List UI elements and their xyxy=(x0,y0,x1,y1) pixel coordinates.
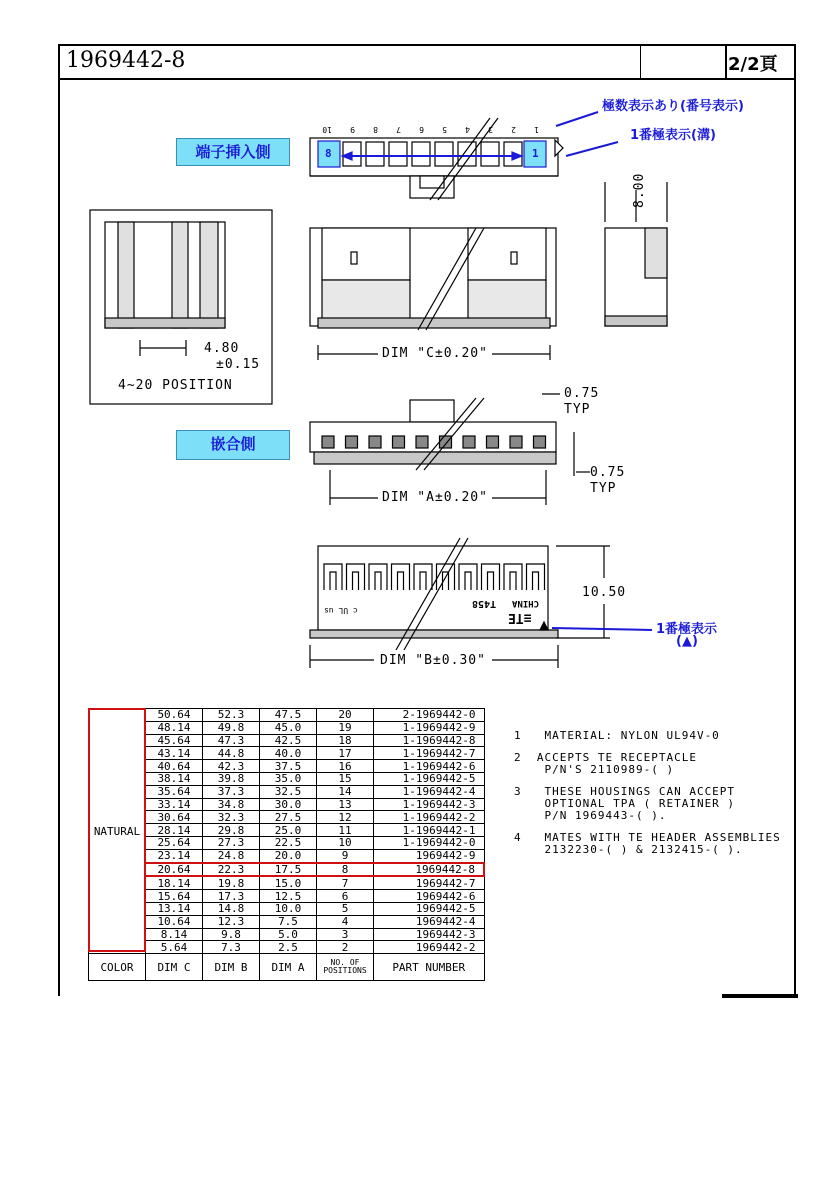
pole1-triangle-note: 1番極表示 xyxy=(656,622,718,637)
table-cell: 39.8 xyxy=(203,772,260,785)
table-cell: 1969442-5 xyxy=(374,902,485,915)
table-cell: 7.5 xyxy=(260,915,317,928)
page-number: 2/2頁 xyxy=(728,54,778,75)
table-cell: 29.8 xyxy=(203,824,260,837)
mating-view xyxy=(310,394,590,505)
pin-cavity xyxy=(366,142,384,166)
mating-contact xyxy=(487,436,499,448)
pin-cavity xyxy=(458,142,476,166)
table-cell: 27.3 xyxy=(203,836,260,849)
table-cell: 1-1969442-6 xyxy=(374,760,485,773)
table-cell: 35.64 xyxy=(146,785,203,798)
table-cell: 13 xyxy=(317,798,374,811)
table-cell: 2.5 xyxy=(260,941,317,954)
table-row xyxy=(89,721,485,734)
height-10-label: 10.50 xyxy=(582,585,627,600)
table-cell: 33.14 xyxy=(146,798,203,811)
table-row xyxy=(89,863,485,877)
table-cell: 9 xyxy=(317,849,374,862)
table-cell: 42.5 xyxy=(260,734,317,747)
table-row xyxy=(89,798,485,811)
table-cell: 45.64 xyxy=(146,734,203,747)
mating-contact xyxy=(440,436,452,448)
table-cell: 8 xyxy=(317,863,374,877)
top-view xyxy=(310,118,563,200)
table-cell: 10.0 xyxy=(260,902,317,915)
table-row xyxy=(89,760,485,773)
table-cell: 1-1969442-0 xyxy=(374,836,485,849)
table-cell: 20.64 xyxy=(146,863,203,877)
note-4: 4 MATES WITH TE HEADER ASSEMBLIES 2132230-( ) & 2132415-( ). xyxy=(514,831,781,856)
table-cell: 5.64 xyxy=(146,941,203,954)
pin-number: 5 xyxy=(442,125,447,134)
table-cell: 1-1969442-3 xyxy=(374,798,485,811)
front-view xyxy=(310,228,556,360)
table-cell: 20.0 xyxy=(260,849,317,862)
table-row xyxy=(89,709,485,722)
typ-top: TYP xyxy=(564,402,591,417)
pitch-label: 4.80 xyxy=(204,341,240,356)
table-cell: 12.5 xyxy=(260,890,317,903)
table-cell: 32.3 xyxy=(203,811,260,824)
pin-number: 9 xyxy=(350,125,355,134)
table-cell: 17.3 xyxy=(203,890,260,903)
table-cell: 1969442-9 xyxy=(374,849,485,862)
table-cell: 3 xyxy=(317,928,374,941)
position-range-label: 4~20 POSITION xyxy=(118,378,233,393)
table-cell: 27.5 xyxy=(260,811,317,824)
table-cell: 47.5 xyxy=(260,709,317,722)
table-cell: 5 xyxy=(317,902,374,915)
table-cell: 28.14 xyxy=(146,824,203,837)
table-cell: 44.8 xyxy=(203,747,260,760)
table-cell: 11 xyxy=(317,824,374,837)
mating-contact xyxy=(369,436,381,448)
pin-cavity xyxy=(412,142,430,166)
marking-origin: CHINA xyxy=(512,598,540,608)
table-cell: 2 xyxy=(317,941,374,954)
table-row xyxy=(89,836,485,849)
table-cell: 25.0 xyxy=(260,824,317,837)
table-row xyxy=(89,876,485,889)
pin-number: 1 xyxy=(534,125,539,134)
table-cell: 37.3 xyxy=(203,785,260,798)
table-cell: 30.0 xyxy=(260,798,317,811)
table-row xyxy=(89,772,485,785)
table-cell: 40.64 xyxy=(146,760,203,773)
table-cell: 15.0 xyxy=(260,876,317,889)
marking-code: T458 xyxy=(472,598,497,609)
typ-bottom: TYP xyxy=(590,481,617,496)
table-cell: 10 xyxy=(317,836,374,849)
table-cell: 18.14 xyxy=(146,876,203,889)
table-cell: 38.14 xyxy=(146,772,203,785)
table-cell: 12.3 xyxy=(203,915,260,928)
mating-contact xyxy=(510,436,522,448)
document-number: 1969442-8 xyxy=(66,48,186,73)
table-row xyxy=(89,890,485,903)
table-cell: 35.0 xyxy=(260,772,317,785)
color-cell: NATURAL xyxy=(89,709,146,954)
table-header-cell: DIM C xyxy=(146,954,203,981)
table-cell: 6 xyxy=(317,890,374,903)
note-3: 3 THESE HOUSINGS CAN ACCEPT OPTIONAL TPA ( RETAINER ) P/N 1969443-( ). xyxy=(514,785,736,822)
table-cell: 22.3 xyxy=(203,863,260,877)
table-cell: 1-1969442-7 xyxy=(374,747,485,760)
pin-number: 4 xyxy=(465,125,470,134)
table-row xyxy=(89,785,485,798)
mating-contact xyxy=(463,436,475,448)
header-positions-word: POSITIONS xyxy=(323,966,367,976)
part-number-table xyxy=(88,708,485,981)
table-cell: 10.64 xyxy=(146,915,203,928)
table-cell: 15.64 xyxy=(146,890,203,903)
table-cell: 22.5 xyxy=(260,836,317,849)
table-cell: 25.64 xyxy=(146,836,203,849)
table-cell: 50.64 xyxy=(146,709,203,722)
table-row xyxy=(89,941,485,954)
mating-contact xyxy=(416,436,428,448)
table-cell: 1969442-4 xyxy=(374,915,485,928)
table-cell: 47.3 xyxy=(203,734,260,747)
table-cell: 19.8 xyxy=(203,876,260,889)
table-header-cell: PART NUMBER xyxy=(374,954,485,981)
mating-contact xyxy=(346,436,358,448)
table-row xyxy=(89,902,485,915)
pin-cavity xyxy=(389,142,407,166)
dim-c-label: DIM "C±0.20" xyxy=(382,346,488,361)
header-positions xyxy=(317,954,374,981)
mating-contact xyxy=(393,436,405,448)
table-cell: 48.14 xyxy=(146,721,203,734)
table-cell: 7.3 xyxy=(203,941,260,954)
height-8-label: 8.00 xyxy=(632,172,647,208)
table-cell: 1-1969442-9 xyxy=(374,721,485,734)
te-logo: ≡TE xyxy=(508,610,532,625)
pin-label-left: 8 xyxy=(325,147,332,160)
table-cell: 32.5 xyxy=(260,785,317,798)
terminal-side-label: 端子挿入側 xyxy=(176,138,290,166)
dim-b-label: DIM "B±0.30" xyxy=(380,653,486,668)
table-cell: 1-1969442-4 xyxy=(374,785,485,798)
table-row xyxy=(89,928,485,941)
table-cell: 12 xyxy=(317,811,374,824)
table-cell: 16 xyxy=(317,760,374,773)
table-cell: 7 xyxy=(317,876,374,889)
table-row xyxy=(89,747,485,760)
note-2: 2 ACCEPTS TE RECEPTACLE P/N'S 2110989-( ) xyxy=(514,751,697,776)
table-cell: 4 xyxy=(317,915,374,928)
pin-label-right: 1 xyxy=(532,147,539,160)
table-cell: 19 xyxy=(317,721,374,734)
table-cell: 1-1969442-5 xyxy=(374,772,485,785)
ul-mark: c UL us xyxy=(324,606,358,615)
pin-number: 3 xyxy=(488,125,493,134)
table-header-cell: DIM B xyxy=(203,954,260,981)
side-view-inset xyxy=(90,210,272,404)
mating-contact xyxy=(534,436,546,448)
table-row xyxy=(89,849,485,862)
table-cell: 1-1969442-1 xyxy=(374,824,485,837)
table-cell: 2-1969442-0 xyxy=(374,709,485,722)
notes-block xyxy=(514,730,781,866)
table-cell: 13.14 xyxy=(146,902,203,915)
table-cell: 40.0 xyxy=(260,747,317,760)
table-header-cell: COLOR xyxy=(89,954,146,981)
typ-075-bottom: 0.75 xyxy=(590,465,626,480)
table-cell: 43.14 xyxy=(146,747,203,760)
table-cell: 1969442-8 xyxy=(374,863,485,877)
pin-number: 2 xyxy=(511,125,516,134)
pin-number: 6 xyxy=(419,125,424,134)
bottom-view xyxy=(310,538,610,668)
table-cell: 14.8 xyxy=(203,902,260,915)
table-cell: 1-1969442-8 xyxy=(374,734,485,747)
table-cell: 49.8 xyxy=(203,721,260,734)
table-cell: 9.8 xyxy=(203,928,260,941)
pole-number-note: 極数表示あり(番号表示) xyxy=(602,99,744,114)
table-cell: 1969442-3 xyxy=(374,928,485,941)
header-no-of: NO. OF xyxy=(330,958,360,968)
table-cell: 1-1969442-2 xyxy=(374,811,485,824)
table-cell: 20 xyxy=(317,709,374,722)
pin-number: 7 xyxy=(396,125,401,134)
table-cell: 5.0 xyxy=(260,928,317,941)
table-cell: 23.14 xyxy=(146,849,203,862)
table-cell: 24.8 xyxy=(203,849,260,862)
dim-a-label: DIM "A±0.20" xyxy=(382,490,488,505)
table-row xyxy=(89,734,485,747)
pole1-groove-note: 1番極表示(溝) xyxy=(630,128,716,143)
typ-075-top: 0.75 xyxy=(564,386,600,401)
table-cell: 1969442-6 xyxy=(374,890,485,903)
pitch-tolerance: ±0.15 xyxy=(216,357,261,372)
pin-cavity xyxy=(435,142,453,166)
table-row xyxy=(89,811,485,824)
table-cell: 18 xyxy=(317,734,374,747)
table-cell: 34.8 xyxy=(203,798,260,811)
pin-number: 8 xyxy=(373,125,378,134)
table-cell: 1969442-2 xyxy=(374,941,485,954)
pin-cavity xyxy=(481,142,499,166)
table-cell: 37.5 xyxy=(260,760,317,773)
mating-contact xyxy=(322,436,334,448)
table-cell: 15 xyxy=(317,772,374,785)
table-cell: 42.3 xyxy=(203,760,260,773)
table-cell: 14 xyxy=(317,785,374,798)
mating-side-label: 嵌合側 xyxy=(176,430,290,460)
table-cell: 8.14 xyxy=(146,928,203,941)
top-pin-numbers xyxy=(322,125,539,134)
pole1-triangle-symbol: (▲) xyxy=(676,634,698,649)
table-cell: 30.64 xyxy=(146,811,203,824)
table-row xyxy=(89,915,485,928)
table-row xyxy=(89,824,485,837)
table-cell: 17 xyxy=(317,747,374,760)
table-cell: 17.5 xyxy=(260,863,317,877)
note-1: 1 MATERIAL: NYLON UL94V-0 xyxy=(514,729,720,742)
pin-number: 10 xyxy=(322,125,332,134)
table-cell: 52.3 xyxy=(203,709,260,722)
table-cell: 1969442-7 xyxy=(374,876,485,889)
table-header-cell: DIM A xyxy=(260,954,317,981)
table-cell: 45.0 xyxy=(260,721,317,734)
table-header-row xyxy=(89,954,485,981)
